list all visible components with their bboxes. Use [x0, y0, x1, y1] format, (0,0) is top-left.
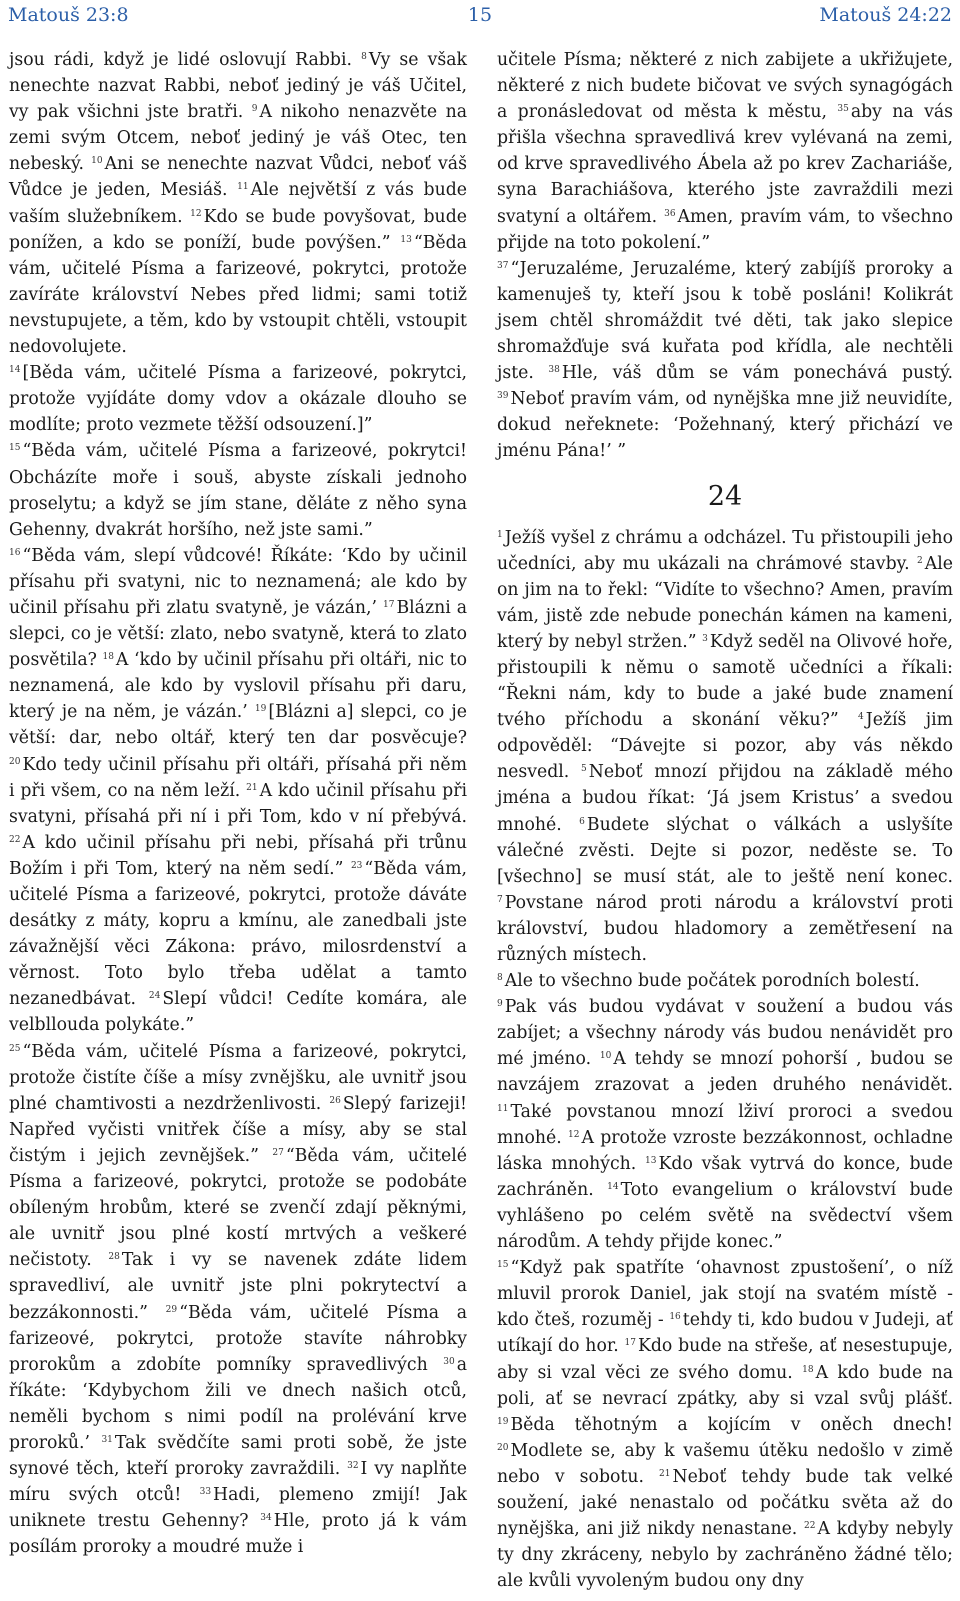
- verse-text: Tak svědčíte sami proti sobě, že jste synové těch, kteří proroky zavraždili.: [9, 1432, 467, 1480]
- verse-text: “Jeruzaléme, Jeruzaléme, který zabíjíš proroky a kamenuješ ty, kteří jsou k tobě posláni! Kolikrát jsem chtěl shromáždit tvé děti, tak jako slepice shromažďuje svá kuřata pod křídla, ale nechtěli jste.: [497, 258, 953, 384]
- verse-number: 14: [607, 1181, 619, 1192]
- verse-number: 17: [624, 1338, 636, 1349]
- verse-number: 13: [400, 234, 412, 245]
- verse-text: Budete slýchat o válkách a uslyšíte válečné zvěsti. Dejte si pozor, neděste se. To [všechno] se musí stát, ale to ještě není konec.: [497, 814, 954, 887]
- paragraph: [9, 543, 467, 1039]
- verse-number: 34: [260, 1513, 272, 1524]
- verse-text: Vy se však nenechte nazvat Rabbi, neboť jediný je váš Učitel, vy pak všichni jste bratři.: [9, 50, 467, 123]
- verse-text: “Běda vám, učitelé Písma a farizeové, pokrytci, protože čistíte číše a mísy zvnějšku, ale uvnitř jsou plné chamtivosti a nezdrženlivosti.: [9, 1041, 467, 1114]
- running-head-start: Matouš 23:8: [8, 4, 129, 26]
- verse-text: Modlete se, aby k vašemu útěku nedošlo v zimě nebo v sobotu.: [497, 1440, 953, 1487]
- verse-number: 23: [350, 860, 363, 871]
- verse-text: Kdo bude na střeše, ať nesestupuje, aby si vzal věci ze svého domu.: [497, 1336, 953, 1383]
- verse-text: učitele Písma; některé z nich zabijete a ukřižujete, některé z nich budete bičovat ve svých synagógách a pronásledovat od města k městu,: [497, 50, 953, 123]
- verse-number: 11: [497, 1103, 509, 1114]
- verse-number: 24: [148, 991, 161, 1002]
- verse-text: Toto evangelium o království bude vyhlášeno po celém světě na svědectví všem národům. A tehdy přijde konec.”: [497, 1179, 953, 1253]
- page-number: 15: [467, 4, 493, 26]
- verse-text: “Běda vám, slepí vůdcové! Říkáte: ‘Kdo by učinil přísahu při svatyni, nic to neznamená; ale kdo by učinil přísahu při zlatu svatyně, je vázán,’: [9, 545, 467, 618]
- verse-number: 25: [9, 1043, 21, 1054]
- verse-text: Pak vás budou vydávat v soužení a budou vás zabíjet; a všechny národy vás budou nenávidět pro mé jméno.: [497, 997, 953, 1070]
- verse-number: 33: [199, 1487, 212, 1498]
- verse-number: 15: [9, 443, 21, 454]
- verse-number: 9: [497, 999, 503, 1010]
- verse-text: Kdo však vytrvá do konce, bude zachráněn.: [497, 1153, 953, 1200]
- verse-number: 8: [497, 973, 503, 984]
- verse-text: Neboť pravím vám, od nynějška mne již neuvidíte, dokud neřeknete: ‘Požehnaný, který přichází ve jménu Pána!’ ”: [497, 389, 953, 462]
- verse-number: 18: [102, 652, 114, 663]
- verse-number: 20: [497, 1442, 509, 1453]
- verse-text: a říkáte: ‘Kdybychom žili ve dnech našich otců, neměli bychom s nimi podíl na prolévání krve proroků.’: [9, 1354, 467, 1453]
- verse-text: Slepí vůdci! Cedíte komára, ale velbllouda polykáte.”: [9, 989, 467, 1036]
- left-column: [9, 47, 467, 1560]
- verse-text: Neboť mnozí přijdou na základě mého jména a budou říkat: ‘Já jsem Kristus’ a svedou mnohé.: [497, 762, 953, 835]
- verse-number: 5: [581, 764, 587, 775]
- paragraph: [497, 525, 953, 969]
- verse-text: [Běda vám, učitelé Písma a farizeové, pokrytci, protože vyjídáte domy vdov a okázale dlouho se modlíte; proto vezmete těžší odsouzení.]”: [9, 363, 467, 436]
- verse-text: Běda těhotným a kojícím v oněch dnech!: [510, 1414, 953, 1435]
- verse-number: 10: [599, 1051, 612, 1062]
- verse-text: A kdo učinil přísahu při svatyni, přísahá při ní i při Tom, kdo v ní přebývá.: [9, 780, 467, 827]
- verse-text: A kdyby nebyly ty dny zkráceny, nebylo by zachráněno žádné tělo; ale kvůli vyvoleným budou ony dny: [497, 1519, 954, 1592]
- verse-number: 31: [101, 1434, 113, 1445]
- verse-number: 22: [804, 1521, 816, 1532]
- verse-number: 13: [645, 1155, 657, 1166]
- running-head-end: Matouš 24:22: [819, 4, 952, 26]
- verse-number: 19: [254, 704, 267, 715]
- verse-text: Také povstanou mnozí lživí proroci a svedou mnohé.: [497, 1101, 953, 1148]
- verse-number: 39: [497, 391, 509, 402]
- paragraph: [497, 256, 953, 465]
- verse-text: Blázni a slepci, co je větší: zlato, nebo svatyně, která to zlato posvětila?: [9, 597, 467, 671]
- verse-number: 29: [165, 1304, 178, 1315]
- paragraph: [497, 994, 953, 1255]
- verse-text: Ani se nenechte nazvat Vůdci, neboť váš Vůdce je jeden, Mesiáš.: [9, 154, 467, 201]
- right-column: [497, 47, 953, 1594]
- paragraph: [9, 47, 467, 360]
- verse-text: jsou rádi, když je lidé oslovují Rabbi.: [9, 50, 362, 70]
- verse-text: “Běda vám, učitelé Písma a farizeové, pokrytci, protože zavíráte království Nebes před lidmi; sami totiž nevstupujete, a těm, kdo by vstoupit chtěli, vstoupit nedovolujete.: [9, 232, 467, 358]
- verse-number: 10: [91, 156, 103, 167]
- verse-number: 37: [497, 260, 509, 271]
- verse-number: 9: [251, 104, 258, 115]
- verse-text: A kdo učinil přísahu při nebi, přísahá při trůnu Božím i při Tom, který na něm sedí.”: [9, 832, 467, 879]
- verse-text: Ale on jim na to řekl: “Vidíte to všechno? Amen, pravím vám, jistě zde nebude ponechán kámen na kameni, který by nebyl stržen.”: [497, 553, 953, 652]
- verse-text: Kdo tedy učinil přísahu při oltáři, přísahá při něm i při všem, co na něm leží.: [9, 754, 467, 801]
- verse-number: 36: [664, 208, 676, 219]
- verse-text: Kdo se bude povyšovat, bude ponížen, a kdo se poníží, bude povýšen.”: [9, 206, 467, 253]
- verse-number: 30: [443, 1356, 455, 1367]
- verse-number: 1: [497, 529, 503, 540]
- verse-number: 26: [329, 1095, 341, 1106]
- verse-text: Ale největší z vás bude vaším služebníkem.: [9, 180, 467, 227]
- verse-text: Povstane národ proti národu a království proti království, budou hladomory a zemětřesení na různých místech.: [497, 892, 953, 965]
- verse-text: Neboť tehdy bude tak velké soužení, jaké nenastalo od počátku světa až do nynějška, ani již nikdy nenastane.: [497, 1466, 953, 1540]
- chapter-heading: 24: [707, 480, 743, 512]
- verse-number: 8: [361, 52, 367, 62]
- page-header: [0, 0, 960, 36]
- verse-text: [Blázni a] slepci, co je větší: dar, nebo oltář, který ten dar posvěcuje?: [9, 702, 467, 749]
- verse-number: 16: [669, 1312, 681, 1323]
- verse-number: 4: [858, 712, 864, 723]
- verse-text: aby na vás přišla všechna spravedlivá krev vylévaná na zemi, od krve spravedlivého Ábela až po krev Zachariáše, syna Barachiášova, kterého jste zavraždili mezi svatyní a oltářem.: [497, 102, 953, 227]
- verse-text: Slepý farizeji! Napřed vyčisti vnitřek číše a mísy, aby se stal čistým i jejich zevnějšek.”: [9, 1093, 468, 1166]
- verse-text: tehdy ti, kdo budou v Judeji, ať utíkají do hor.: [497, 1310, 953, 1357]
- verse-text: A protože vzroste bezzákonnost, ochladne láska mnohých.: [497, 1127, 953, 1174]
- verse-number: 28: [108, 1252, 120, 1263]
- verse-number: 11: [237, 182, 249, 193]
- verse-text: Ale to všechno bude počátek porodních bolestí.: [504, 971, 920, 992]
- verse-number: 15: [497, 1260, 509, 1271]
- verse-number: 18: [802, 1364, 814, 1375]
- verse-text: Ježíš jim odpověděl: “Dávejte si pozor, aby vás někdo nesvedl.: [497, 710, 953, 783]
- verse-text: A nikoho nenazvěte na zemi svým Otcem, neboť jediný je váš Otec, ten nebeský.: [9, 102, 468, 175]
- verse-number: 7: [497, 894, 503, 905]
- verse-number: 16: [9, 547, 21, 558]
- verse-text: “Běda vám, učitelé Písma a farizeové, pokrytci, protože stavíte náhrobky prorokům a zdobíte pomníky spravedlivých: [9, 1302, 467, 1375]
- verse-number: 19: [497, 1416, 509, 1427]
- verse-text: Hle, váš dům se vám ponechává pustý.: [561, 363, 953, 384]
- verse-text: I vy naplňte míru svých otců!: [9, 1459, 467, 1506]
- verse-number: 20: [9, 756, 21, 767]
- verse-number: 2: [917, 555, 923, 566]
- verse-number: 14: [9, 365, 21, 376]
- verse-number: 27: [272, 1147, 284, 1158]
- verse-text: Amen, pravím vám, to všechno přijde na toto pokolení.”: [497, 206, 953, 253]
- verse-number: 38: [548, 365, 560, 376]
- verse-text: “Běda vám, učitelé Písma a farizeové, pokrytci, protože se podobáte obíleným hrobům, které se zvenčí zdají pěknými, ale uvnitř jsou plné kostí mrtvých a veškeré nečistoty.: [9, 1145, 468, 1271]
- verse-number: 21: [246, 782, 258, 793]
- paragraph: [497, 1255, 953, 1594]
- verse-number: 12: [190, 208, 202, 219]
- paragraph: [9, 438, 467, 542]
- verse-number: 22: [9, 834, 21, 845]
- verse-text: Tak i vy se navenek zdáte lidem spravedliví, ale uvnitř jste plni pokrytectví a bezzákonnosti.”: [9, 1250, 467, 1323]
- verse-text: A ‘kdo by učinil přísahu při oltáři, nic to neznamená, ale kdo by vyslovil přísahu při daru, který je na něm, je vázán.’: [9, 650, 467, 723]
- verse-number: 21: [659, 1468, 671, 1479]
- verse-text: Když seděl na Olivové hoře, přistoupili k němu o samotě učedníci a říkali: “Řekni nám, kdy to bude a jaké bude znamení tvého příchodu a skonání věku?”: [497, 631, 953, 731]
- verse-number: 32: [347, 1461, 359, 1472]
- verse-text: A kdo bude na poli, ať se nevrací zpátky, aby si vzal svůj plášť.: [497, 1362, 954, 1409]
- paragraph: [9, 360, 467, 438]
- verse-text: Hadi, plemeno zmijí! Jak uniknete trestu Gehenny?: [9, 1485, 467, 1532]
- verse-text: “Běda vám, učitelé Písma a farizeové, pokrytci! Obcházíte moře i souš, abyste získali jednoho proselytu; a když se jím stane, děláte z něho syna Gehenny, dvakrát horšího, než jste sami.”: [9, 441, 467, 540]
- verse-text: “Když pak spatříte ‘ohavnost zpustošení’, o níž mluvil prorok Daniel, jak stojí na svatém místě - kdo čteš, rozuměj -: [497, 1258, 953, 1331]
- paragraph: [497, 968, 953, 994]
- verse-number: 6: [579, 816, 585, 827]
- verse-text: “Běda vám, učitelé Písma a farizeové, pokrytci, protože dáváte desátky z máty, kopru a kmínu, ale zanedbali jste závažnější věci Zákona: právo, milosrdenství a věrnost. Toto bylo třeba udělat a tamto nezanedbávat.: [9, 858, 467, 1010]
- verse-text: Ježíš vyšel z chrámu a odcházel. Tu přistoupili jeho učedníci, aby mu ukázali na chrámové stavby.: [497, 527, 953, 574]
- verse-text: A tehdy se mnozí pohorší , budou se navzájem zrazovat a jeden druhého nenávidět.: [497, 1049, 953, 1096]
- verse-text: Hle, proto já k vám posílám proroky a moudré muže i: [9, 1511, 467, 1558]
- verse-number: 12: [568, 1129, 580, 1140]
- paragraph: [9, 1039, 467, 1561]
- verse-number: 3: [702, 633, 708, 644]
- verse-number: 35: [837, 104, 849, 115]
- verse-number: 17: [383, 599, 395, 610]
- paragraph: [497, 47, 953, 256]
